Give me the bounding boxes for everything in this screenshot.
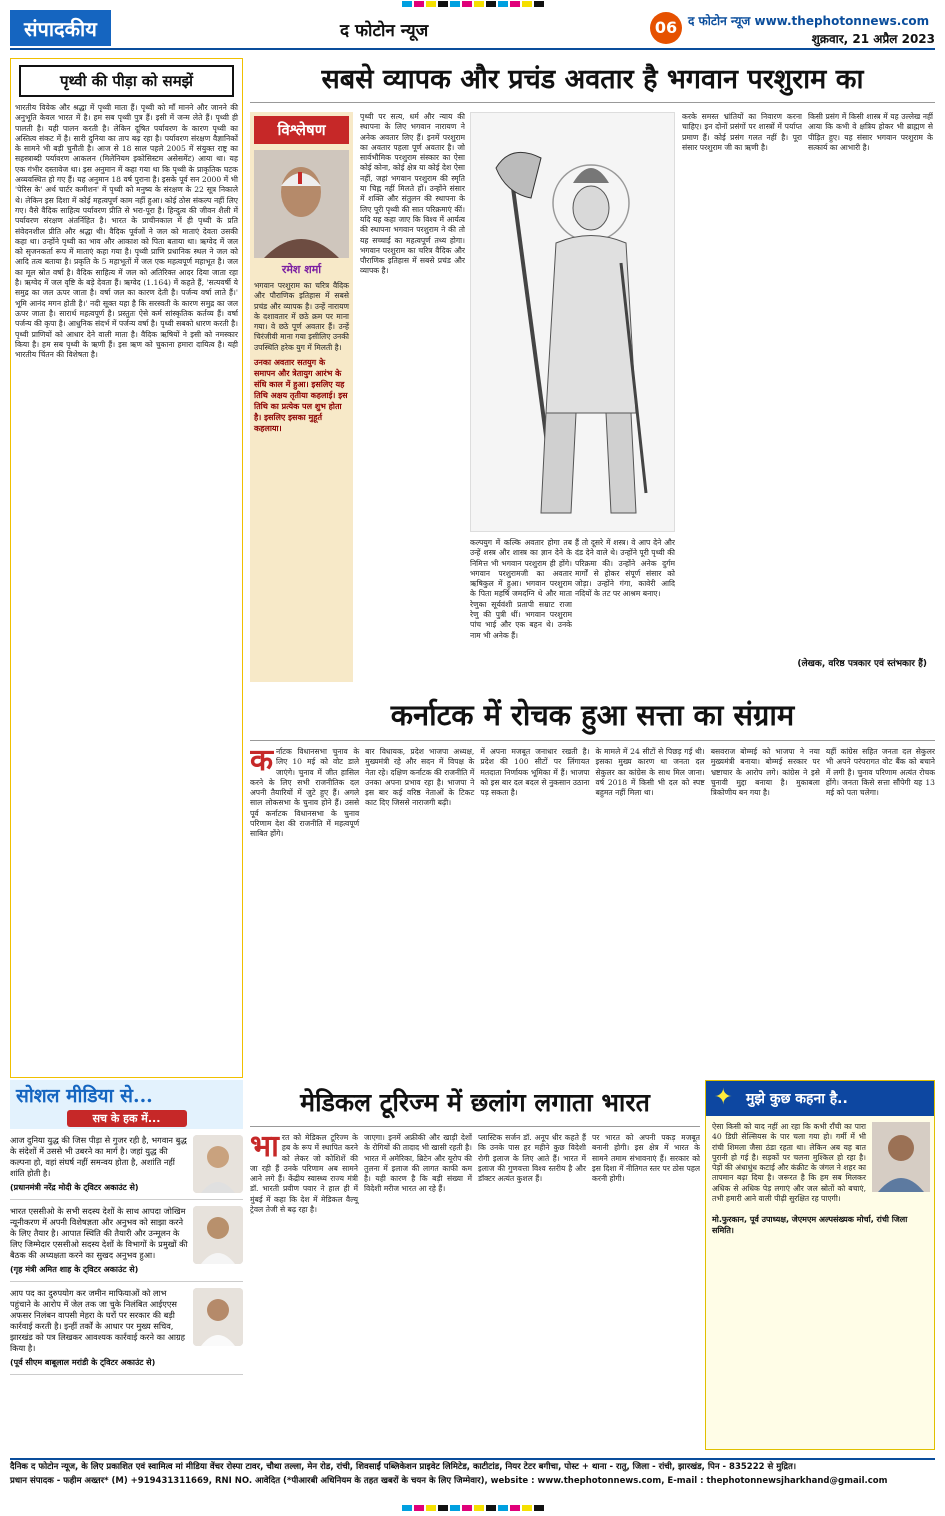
medical-tourism-headline: मेडिकल टूरिज्म में छलांग लगाता भारत <box>250 1080 700 1127</box>
author-name: रमेश शर्मा <box>281 263 322 276</box>
person-icon <box>193 1206 243 1264</box>
page-footer <box>10 1458 935 1498</box>
medical-tourism-article <box>250 1080 700 1450</box>
social-post-text <box>10 1288 189 1368</box>
person-icon <box>193 1288 243 1346</box>
editorial-column <box>10 58 243 1078</box>
medical-tourism-columns <box>250 1129 700 1215</box>
analysis-sidebar <box>250 112 353 682</box>
section-tag: संपादकीय <box>10 10 111 46</box>
editor-line: प्रधान संपादक - फहीम अख्तर* (M) +919431311669, RNI NO. आवेदित (*पीआरबी अधिनियम के तहत खबरों के चयन के लिए जिम्मेवार), website : www.thephotonnews.com, E-mail : thephotonnewsjharkhand@gmail.com <box>10 1476 888 1486</box>
megaphone-icon: ✦ <box>714 1085 733 1110</box>
parshuram-byline: (लेखक, वरिष्ठ पत्रकार एवं स्तंभकार हैं) <box>797 659 927 669</box>
avatar <box>193 1288 243 1346</box>
letters-body: ऐसा किसी को याद नहीं आ रहा कि कभी राँची का पारा 40 डिग्री सेल्सियस के पार चला गया हो। गर्मी में भी रांची शिमला जैसा ठंडा रहता था। लेकिन अब यह बात पुरानी हो गई है। सड़कों पर चलना मुश्किल हो रहा है। पेड़ों की अंधाधुंध कटाई और कंक्रीट के जंगल ने शहर का तापमान बढ़ा दिया है। जरूरत है कि हम सब मिलकर अधिक से अधिक पेड़ लगाएं और जल स्रोतों को बचाएं, तभी हमारी आने वाली पीढ़ी सुरक्षित रह पाएगी। <box>712 1122 866 1204</box>
social-post <box>10 1282 243 1375</box>
issue-date: शुक्रवार, 21 अप्रैल 2023 <box>811 32 935 46</box>
page-header <box>10 10 935 50</box>
karnataka-columns <box>250 743 935 840</box>
paper-name: द फोटोन न्यूज <box>340 21 429 41</box>
karnataka-dropcap: क <box>250 743 274 778</box>
karnataka-col-1 <box>250 743 360 840</box>
person-icon <box>193 1135 243 1193</box>
parshuram-col-4: हैं तो दूसरे में शस्त्र। वे आप देने और दंड देने वाले थे। उन्होंने पूरी पृथ्वी की परिक्रमा की। उन्होंने अनेक दुर्गम मार्गों से होकर संपूर्ण संसार को जोड़ा। उन्होंने गंगा, कावेरी आदि नदियों के तट पर आश्रम बनाए। <box>575 538 675 599</box>
parshuram-article <box>250 58 935 683</box>
analysis-highlight: उनका अवतार सतयुग के समापन और त्रेतायुग आरंभ के संधि काल में हुआ। इसलिए यह तिथि अक्षय तृतीया कहलाई। इस तिथि का प्रत्येक पल शुभ होता है। इसलिए इसका मुहूर्त कहलाया। <box>254 358 348 434</box>
analysis-lead: भगवान परशुराम का चरित्र वैदिक और पौराणिक इतिहास में सबसे प्रचंड और व्यापक है। उन्हें नारायण के दशावतार में छठे क्रम पर माना गया। वे छठे पूर्ण अवतार हैं। उन्हें चिरंजीवी माना गया इसीलिए उनकी उपस्थिति हरेक युग में मिलती है। <box>254 281 349 352</box>
social-subtitle: सच के हक में... <box>67 1110 187 1127</box>
karnataka-article <box>250 690 935 1070</box>
karnataka-col-5: बसवराज बोम्मई को भाजपा ने नया मुख्यमंत्री बनाया। बोम्मई सरकार पर भ्रष्टाचार के आरोप लगे। कांग्रेस ने इसे चुनावी मुद्दा बनाया है। मुकाबला त्रिकोणीय बन गया है। <box>710 747 820 798</box>
karnataka-col-3: में अपना मजबूत जनाधार रखती है। प्रदेश की 100 सीटों पर लिंगायत मतदाता निर्णायक भूमिका में हैं। भाजपा को इस बार दल बदल से नुकसान उठाना पड़ सकता है। <box>480 747 590 798</box>
parshuram-headline: सबसे व्यापक और प्रचंड अवतार है भगवान परशुराम का <box>250 58 935 103</box>
social-header <box>10 1080 243 1129</box>
parshuram-col-6: किसी प्रसंग में किसी शास्त्र में यह उल्लेख नहीं आया कि कभी वे क्षत्रिय होकर भी ब्राह्मण से पीड़ित हुए। यह संसार भगवान परशुराम के सत्कार्य का आभारी है। <box>808 112 933 152</box>
analysis-tag: विश्लेषण <box>254 116 349 144</box>
post-body: आप पद का दुरुपयोग कर जमीन माफियाओं को लाभ पहुंचाने के आरोप में जेल तक जा चुके निलंबित आईएएस अफसर निलंबन वापसी मेहरा के घरों पर सरकार की बड़ी कार्रवाई करती है। इन्हीं तर्कों के आधार पर मुख्य सचिव, झारखंड को पत्र लिखकर आवश्यक कार्रवाई करने का आग्रह किया है। <box>10 1288 185 1353</box>
letters-signature: मो.फुरकान, पूर्व उपाध्यक्ष, जेएमएम अल्पसंख्यक मोर्चा, रांची जिला समिति। <box>712 1215 908 1236</box>
social-post-text <box>10 1206 189 1275</box>
page-number-badge: 06 <box>650 12 682 44</box>
post-source: (प्रधानमंत्री नरेंद्र मोदी के ट्विटर अकाउंट से) <box>10 1183 139 1192</box>
post-body: आज दुनिया युद्ध की जिस पीड़ा से गुजर रही है, भगवान बुद्ध के संदेशों में उससे भी उबरने का मार्ग है। जहां युद्ध की कल्पना हो, वहां संघर्ष नहीं समन्वय होता है, अशांति नहीं शांति होती है। <box>10 1135 187 1178</box>
medical-col-4: पर भारत को अपनी पकड़ मजबूत बनानी होगी। इस क्षेत्र में भारत के सामने तमाम संभावनाएं हैं। सरकार को इस दिशा में नीतिगत स्तर पर ठोस पहल करनी होगी। <box>592 1133 700 1184</box>
social-post <box>10 1200 243 1282</box>
letter-writer-photo <box>872 1122 930 1192</box>
author-photo <box>254 150 349 258</box>
person-icon <box>872 1122 930 1192</box>
parshuram-col-2: पृथ्वी पर सत्य, धर्म और न्याय की स्थापना के लिए भगवान नारायण ने अनेक अवतार लिए हैं। इनमें परशुराम का अवतार पहला पूर्ण अवतार है। जो सार्वभौमिक परशुराम संस्कार का ऐसा कोई कोना, कोई क्षेत्र या कोई देश ऐसा नहीं, जहां भगवान परशुराम की स्मृति या चिह्न नहीं मिलते हों। उन्होंने संसार में शक्ति और संतुलन की स्थापना के लिए पूरी पृथ्वी की सात परिक्रमाएं कीं। यदि यह कहा जाए कि विश्व में आर्यत्व की स्थापना भगवान परशुराम ने की तो यह सच्चाई का महत्वपूर्ण तथ्य होगा। भगवान परशुराम का चरित्र वैदिक और पौराणिक इतिहास में सबसे प्रचंड और व्यापक है। <box>360 112 465 276</box>
social-post <box>10 1129 243 1200</box>
author-portrait-icon <box>254 150 349 258</box>
social-title: सोशल मीडिया से... <box>16 1085 153 1107</box>
registration-marks-bottom <box>0 1505 945 1513</box>
post-body: भारत एससीओ के सभी सदस्य देशों के साथ आपदा जोखिम न्यूनीकरण में अपनी विशेषज्ञता और अनुभव को साझा करने के लिए तैयार है। आपात स्थिति की तैयारी और उन्मूलन के लिए जिम्मेदार एससीओ सदस्य देशों के विभागों के प्रमुखों की बैठक की अध्यक्षता करने का सुखद अनुभव हुआ। <box>10 1206 188 1260</box>
karnataka-col-1-text: र्नाटक विधानसभा चुनाव के लिए 10 मई को वोट डाले जाएंगे। चुनाव में जीत हासिल करने के लिए सभी राजनीतिक दल अपनी तैयारियों में जुटे हुए हैं। अगले साल लोकसभा के चुनाव होने हैं। उससे पूर्व कर्नाटक विधानसभा के चुनाव परिणाम देश की राजनीति में महत्वपूर्ण साबित होंगे। <box>250 747 360 839</box>
karnataka-col-2: बार विधायक, प्रदेश भाजपा अध्यक्ष, मुख्यमंत्री रहे और सदन में विपक्ष के नेता रहे। दक्षिण कर्नाटक की राजनीति में उनका अपना प्रभाव रहा है। भाजपा ने इस बार कई वरिष्ठ नेताओं के टिकट काट दिए जिससे नाराजगी बढ़ी। <box>365 747 475 808</box>
parshuram-illustration <box>470 112 675 532</box>
medical-col-1 <box>250 1129 358 1215</box>
parshuram-col-3: कल्पयुग में कल्कि अवतार होगा तब उन्हें शस्त्र और शास्त्र का ज्ञान देने के निमित्त भी भगवान परशुराम ही होंगे। भगवान परशुरामजी का अवतार ऋषिकुल में हुआ। भगवान परशुराम के पिता महर्षि जमदग्नि थे और माता रेणुका सूर्यवंशी प्रतापी सम्राट राजा रेणु की पुत्री थीं। भगवान परशुराम पांच भाई और एक बहन थे। उनके नाम भी अनेक हैं। <box>470 538 572 640</box>
social-media-box <box>10 1080 243 1450</box>
avatar <box>193 1206 243 1264</box>
medical-col-3: प्लास्टिक सर्जन डॉ. अनूप धीर कहते हैं कि उनके पास हर महीने कुछ विदेशी रोगी इलाज के लिए आते हैं। भारत में इलाज की गुणवत्ता विश्व स्तरीय है और डॉक्टर अत्यंत कुशल हैं। <box>478 1133 586 1184</box>
letters-box <box>705 1080 935 1450</box>
medical-col-2: जाएगा। इनमें अफ्रीकी और खाड़ी देशों के रोगियों की तादाद भी खासी रहती है। भारत में अमेरिका, ब्रिटेन और यूरोप की तुलना में इलाज की लागत काफी कम है। यही कारण है कि बड़ी संख्या में विदेशी मरीज भारत आ रहे हैं। <box>364 1133 472 1194</box>
website-line: द फोटोन न्यूज www.thephotonnews.com <box>688 14 930 28</box>
imprint-line: दैनिक द फोटोन न्यूज, के लिए प्रकाशित एवं स्वामित्व मां मीडिया वेंचर रोस्पा टावर, चौथा तल्ला, मेन रोड, रांची, शिवसाईं पब्लिकेशन प्राइवेट लिमिटेड, काटीटांड, नियर टेटर बगीचा, पोस्ट + थाना - रातु, जिला - रांची, झारखंड, पिन - 835222 से मुद्रित। <box>10 1462 797 1472</box>
editorial-title: पृथ्वी की पीड़ा को समझें <box>19 65 234 97</box>
avatar <box>193 1135 243 1193</box>
letters-title: मुझे कुछ कहना है.. <box>746 1091 848 1107</box>
karnataka-col-6: यहीं कांग्रेस सहित जनता दल सेकुलर भी अपने परंपरागत वोट बैंक को बचाने में लगी है। चुनाव परिणाम अत्यंत रोचक होंगे। जनता किसे सत्ता सौंपेगी यह 13 मई को पता चलेगा। <box>825 747 935 798</box>
social-post-text <box>10 1135 189 1193</box>
post-source: (गृह मंत्री अमित शाह के ट्विटर अकाउंट से) <box>10 1265 139 1274</box>
medical-dropcap: भा <box>250 1129 279 1164</box>
post-source: (पूर्व सीएम बाबूलाल मरांडी के ट्विटर अकाउंट से) <box>10 1358 156 1367</box>
letters-header <box>706 1081 934 1116</box>
medical-col-1-text: रत को मेडिकल टूरिज्म के हब के रूप में स्थापित करने को लेकर जो कोशिशें की जा रही हैं उनके परिणाम अब सामने आने लगे हैं। केंद्रीय स्वास्थ्य राज्य मंत्री डॉ. भारती प्रवीण पवार ने हाल ही में मुंबई में कहा कि देश में मेडिकल वैल्यू ट्रेवल तेजी से बढ़ रहा है। <box>250 1133 358 1215</box>
parshuram-col-5: करके समस्त भ्रांतियों का निवारण करना चाहिए। इन दोनों प्रसंगों पर शास्त्रों में पर्याप्त प्रमाण हैं। कोई प्रसंग गलत नहीं है। पूरा संसार परशुराम जी का ऋणी है। <box>682 112 802 152</box>
karnataka-headline: कर्नाटक में रोचक हुआ सत्ता का संग्राम <box>250 690 935 741</box>
registration-marks-top <box>0 1 945 9</box>
parshuram-axe-icon <box>471 113 674 531</box>
karnataka-col-4: के मामले में 24 सीटों से पिछड़ गई थी। इसका मुख्य कारण था जनता दल सेकुलर का कांग्रेस के साथ मिल जाना। वर्ष 2018 में किसी भी दल को स्पष्ट बहुमत नहीं मिला था। <box>595 747 705 798</box>
editorial-body: भारतीय विवेक और श्रद्धा में पृथ्वी माता हैं। पृथ्वी को माँ मानने और जानने की अनुभूति केवल भारत में है। हम सब पृथ्वी पुत्र हैं। इसी में जन्म लेते हैं। पृथ्वी ही पालती है। यही पालन करती है। लेकिन दूषित पर्यावरण के कारण पृथ्वी का अस्तित्व संकट में है। सारी दुनिया का ताप बढ़ रहा है। पर्यावरण संरक्षण वैज्ञानिकों के सामने भी बड़ी चुनौती है। आज से 18 साल पहले 2005 में संयुक्त राष्ट्र का सहस्त्राब्दी पर्यावरण आकलन (मिलेनियम इकोसिस्टम असेसमेंट) आया था। यह एक गंभीर दस्तावेज था। इस अनुमान में कहा गया था कि पृथ्वी के प्राकृतिक घटक अव्यवस्थित हो गए हैं। यह अनुमान 18 वर्ष पुराना है। इसके पूर्व सन 2000 में भी 'पेरिस के' अर्थ चार्टर कमीशन' में पृथ्वी को मनुष्य के संरक्षण के 22 सूत्र निकाले थे। लेकिन इस दिशा में कोई महत्वपूर्ण काम नहीं हुआ। कोई ठोस संकल्प नहीं लिए गए। वैसे वैदिक साहित्य पर्यावरण प्रीति से भरा-पूरा है। हिन्दुत्व की जीवन शैली में पर्यावरण संरक्षण अंतर्निहित है। भारत के प्राचीनकाल में ही पृथ्वी के प्रति संवेदनशील प्रीति और श्रद्धा थी। वैदिक पूर्वजों ने जल को माताएं देवता उसकी कहा था। उन्होंने पृथ्वी का भाव और आकाश को पिता बताया था। ऋग्वेद में जल को सृजनकर्ता रूप में माताएं कहा गया है। पृथ्वी प्राणि प्रधानिक स्थल ने जल को आदि तत्व बताया है। प्रकृति के 5 महाभूतों में जल एक महत्वपूर्ण महाभूत है। जल का मूल स्रोत वर्षा है। वैदिक साहित्य में जल को अतिरिक्त आदर दिया जाता रहा है। ऋग्वेद में जल वृष्टि के बड़े देवता हैं। ऋग्वेद (1.164) में कहते हैं, 'सत्यवर्षी ये समुद्र का जल ऊपर जाता है। वर्षा जल का कारण देती है। पर्जन्य वर्षा लाते हैं।' भूमि आनंद मगन होती है।' नदी सूक्त यहा है कि सरस्वती के कारण समुद्र का जल ऊपर जाता है। सारार्थ महत्वपूर्ण है। प्रस्तुतः ऐसे कर्म सांस्कृतिक कर्तव्य हैं। वर्षा पर्जन्य की कृपा है। आधुनिक संदर्भ में पर्जन्य वर्षा है। पृथ्वी सबको धारण करती है। पृथ्वी प्राणियों को आधार देने वाली माता है। वैदिक ऋषियों ने इसी को नमस्कार किया है। हम सब पृथ्वी के ऋणी हैं। इस ऋण को चुकाना हमारा दायित्व है। यही भारतीय चिंतन की विशेषता है। <box>15 103 238 360</box>
